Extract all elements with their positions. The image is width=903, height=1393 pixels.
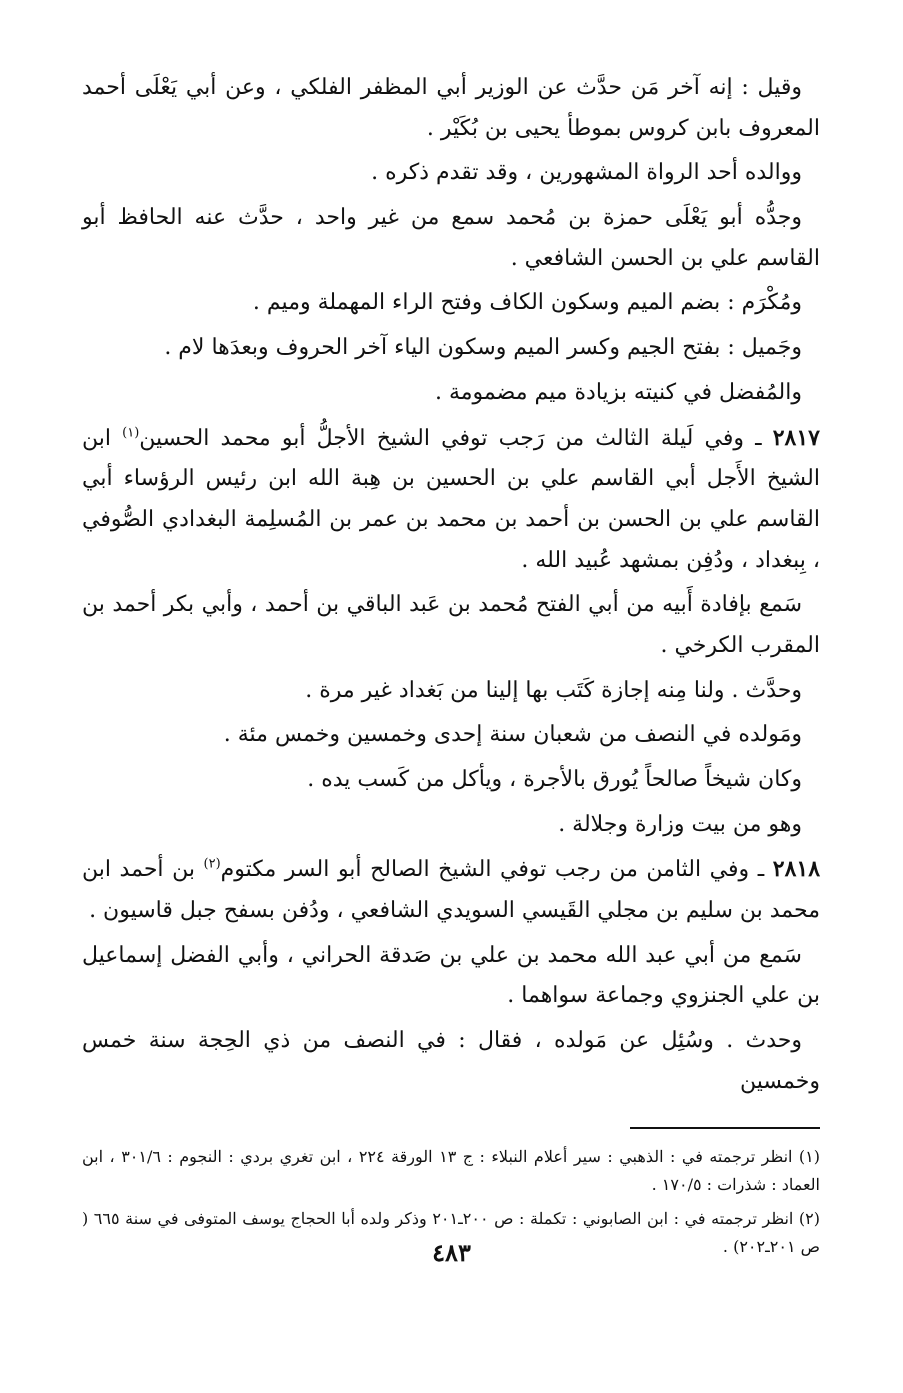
paragraph: ومَولده في النصف من شعبان سنة إحدى وخمسين وخمس مئة . <box>223 722 802 748</box>
paragraph: ووالده أحد الرواة المشهورين ، وقد تقدم ذكره . <box>371 160 802 186</box>
entry-text: ـ وفي لَيلة الثالث من رَجب توفي الشيخ الأجلُّ أبو محمد الحسين <box>139 425 762 451</box>
footnote-divider <box>630 1127 820 1129</box>
entry-number: ٢٨١٧ <box>772 424 820 451</box>
entry-text-cont: ابن الشيخ الأَجل أبي القاسم علي بن الحسين بن هِبة الله ابن رئيس الرؤساء أبي القاسم علي بن الحسن بن أحمد بن محمد بن عمر بن المُسلِمة البغدادي الصُّوفي ، بِبغداد ، ودُفِن بمشهد عُبيد الله . <box>82 425 820 573</box>
paragraph: والمُفضل في كنيته بزيادة ميم مضمومة . <box>434 379 802 405</box>
entry-number: ٢٨١٨ <box>772 856 821 883</box>
entry-text: ـ وفي الثامن من رجب توفي الشيخ الصالح أبو السر مكتوم <box>220 857 765 883</box>
paragraph: سَمع من أبي عبد الله محمد بن علي بن صَدقة الحراني ، وأبي الفضل إسماعيل بن علي الجنزوي وجماعة سواهما . <box>82 942 820 1009</box>
paragraph: وحدث . وسُئِل عن مَولده ، فقال : في النصف من ذي الحِجة سنة خمس وخمسين <box>82 1028 820 1094</box>
footnote-ref[interactable]: (٢) <box>203 857 221 873</box>
footnote-ref[interactable]: (١) <box>122 425 140 441</box>
footnote: (٢) انظر ترجمته في : ابن الصابوني : تكملة : ص ٢٠٠ـ٢٠١ وذكر ولده أبا الحجاج يوسف المتوفى في سنة ٦٦٥ ( ص ٢٠١ـ٢٠٢) . <box>82 1208 820 1256</box>
paragraph: وقيل : إنه آخر مَن حدَّث عن الوزير أبي المظفر الفلكي ، وعن أبي يَعْلَى أحمد المعروف بابن كروس بموطأ يحيى بن بُكَيْر . <box>82 75 820 141</box>
paragraph: ومُكْرَم : بضم الميم وسكون الكاف وفتح الراء المهملة وميم . <box>252 290 802 316</box>
page-number: ٤٨٣ <box>432 1238 471 1267</box>
paragraph: وهو من بيت وزارة وجلالة . <box>558 811 802 837</box>
paragraph: وكان شيخاً صالحاً يُورق بالأجرة ، ويأكل من كَسب يده . <box>307 767 802 792</box>
footnote: (١) انظر ترجمته في : الذهبي : سير أعلام النبلاء : ج ١٣ الورقة ٢٢٤ ، ابن تغري بردي : النجوم : ٣٠١/٦ ، ابن العماد : شذرات : ١٧٠/٥ . <box>82 1146 821 1194</box>
paragraph: وحدَّث . ولنا مِنه إجازة كَتَب بها إلينا من بَغداد غير مرة . <box>305 677 802 703</box>
paragraph: وجدُّه أبو يَعْلَى حمزة بن مُحمد سمع من غير واحد ، حدَّث عنه الحافظ أبو القاسم علي بن الحسن الشافعي . <box>82 205 820 271</box>
paragraph: سَمع بإفادة أَبيه من أبي الفتح مُحمد بن عَبد الباقي بن أحمد ، وأبي بكر أحمد بن المقرب الكرخي . <box>82 592 820 658</box>
paragraph: وجَميل : بفتح الجيم وكسر الميم وسكون الياء آخر الحروف وبعدَها لام . <box>164 335 802 361</box>
page <box>82 68 820 1368</box>
entry-2817 <box>82 418 820 582</box>
main-text <box>82 68 820 1103</box>
entry-2818 <box>82 849 820 931</box>
entry-text-cont: بن أحمد ابن محمد بن سليم بن مجلي القَيسي السويدي الشافعي ، ودُفن بسفح جبل قاسيون . <box>82 857 820 924</box>
